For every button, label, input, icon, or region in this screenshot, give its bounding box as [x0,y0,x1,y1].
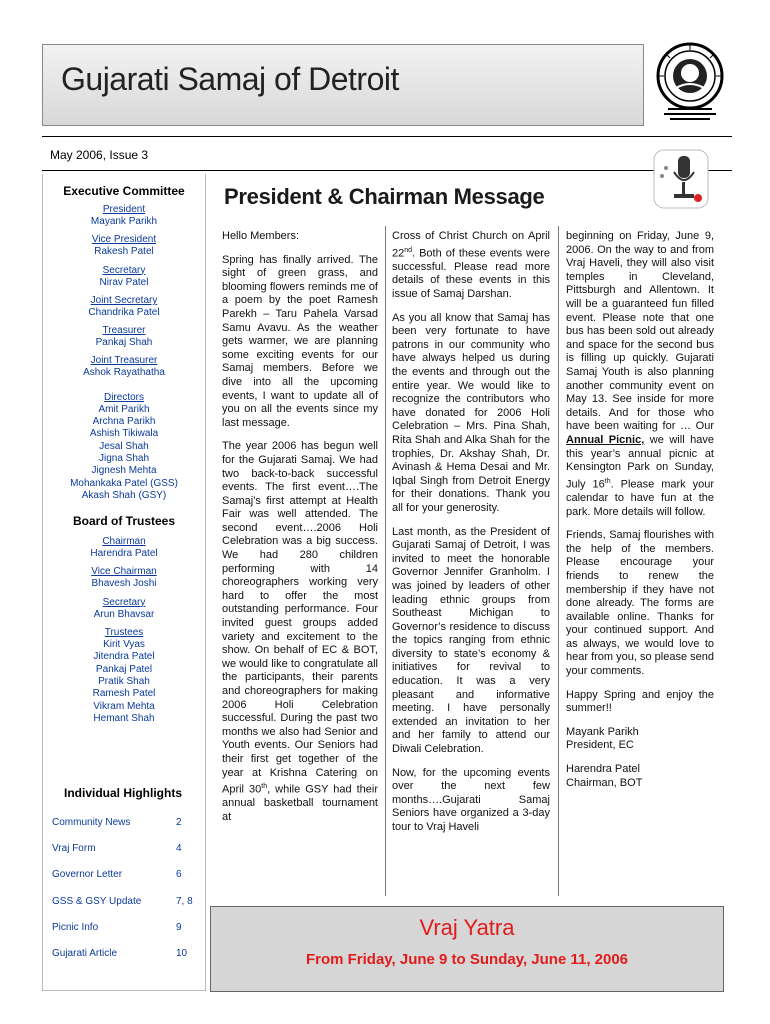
member-name: Archna Parikh [92,416,156,428]
member-name: Jigna Shah [98,452,150,464]
member-name: Ashish Tikiwala [89,428,159,440]
superscript: th [604,477,611,485]
paragraph: As you all know that Samaj has been very fortunate to have patrons in our community who have always helped us during the events and through out the entire year. We would like to recognize the contributors who have donated for 2006 Holi Celebration – Mrs. Pina Shah, Rita Shah and Alka Shah for the trophies, Dr. Akshay Shah, Dr. Avinash & Hema Desai and Mr. Iqbal Singh from Detroit Energy for their donations. Thank you all for your generosity. [392,311,550,514]
signature-title: Chairman, BOT [566,776,643,789]
highlight-community-news[interactable]: Community News [52,817,131,828]
text: . Please mark your calendar to have fun at the park. More details will follow. [566,478,715,518]
role-chairman: Chairman [102,536,146,548]
article-column-3 [566,230,714,790]
member-name: Bhavesh Joshi [91,578,157,590]
member-name: Jitendra Patel [93,651,155,663]
paragraph: Hello Members: [222,230,300,242]
vraj-yatra-banner [210,906,724,992]
masthead-title: Gujarati Samaj of Detroit [61,61,399,97]
paragraph: Last month, as the President of Gujarati Samaj of Detroit, I was invited to meet the honorable Governor Jennifer Granholm. I was joined by leaders of other leading ethnic groups from Southeast Michigan to Governor’s residence to discuss the topics ranging from ethnic diversity to state’s economy & initiatives for revival to education. It was a very pleasant and informative meeting. I have personally extended an invitation to her and her family to attend our Diwali Celebration. [392,525,550,756]
member-name: Ashok Rayathatha [83,367,165,379]
member-name: Amit Parikh [98,403,150,415]
highlight-page: 7, 8 [176,896,193,907]
role-treasurer: Treasurer [102,325,146,337]
text: we will have this year’s annual picnic at Kensington Park on Sunday, July 16 [566,433,715,491]
executive-committee-heading: Executive Committee [63,184,185,198]
paragraph [392,230,550,302]
superscript: th [261,783,268,791]
member-name: Kirit Vyas [103,639,145,651]
member-name: Pratik Shah [98,675,150,687]
role-vice-chairman: Vice Chairman [91,566,157,578]
microphone-icon [652,148,710,210]
signature-title: President, EC [566,739,634,752]
member-name: Mayank Parikh [90,216,158,227]
member-name: Pankaj Shah [95,337,153,349]
text: Cross of Christ Church on April 22 [392,230,550,260]
highlight-picnic-info[interactable]: Picnic Info [52,922,99,933]
text: . Both of these events were successful. Please read more details of these events in this issue of Samaj Darshan. [392,247,550,301]
article-title: President & Chairman Message [224,184,545,209]
highlight-page: 10 [176,948,188,959]
role-secretary: Secretary [102,264,146,276]
highlight-gujarati-article[interactable]: Gujarati Article [52,948,118,959]
role-secretary: Secretary [102,596,146,608]
member-name: Chandrika Patel [88,306,160,318]
executive-committee-list [43,204,205,502]
article-column-1 [222,230,378,825]
signature-name: Mayank Parikh [566,725,639,738]
samaj-seal-icon [648,40,732,124]
vraj-yatra-title: Vraj Yatra [419,915,515,940]
member-name: Ramesh Patel [92,688,156,700]
text: beginning on Friday, June 9, 2006. On the way to and from Vraj Haveli, they will also visit temples in Cleveland, Pittsburgh and Allentown. It will be a guaranteed fun filled event. Please note that one bus has been sold out already and space for the second bus is filling up quickly. Gujarati Samaj Youth is also planning another community event on May 13. See inside for more details. And for those who have been waiting for … Our [566,230,714,433]
column-divider [385,226,386,896]
highlight-page: 2 [176,817,182,828]
highlight-vraj-form[interactable]: Vraj Form [52,843,96,854]
article-column-2 [392,230,550,835]
masthead-rule [42,136,732,137]
board-of-trustees-heading: Board of Trustees [72,514,176,529]
superscript: nd [404,246,413,254]
highlight-gss-gsy-update[interactable]: GSS & GSY Update [52,896,142,907]
role-directors: Directors [103,391,144,403]
paragraph: Friends, Samaj flourishes with the help of the members. Please encourage your friends to renew the membership if they have not done already. The forms are available online. Thanks for your continued support. And as always, we would love to hear from you, so please send your comments. [566,529,714,678]
paragraph: Spring has finally arrived. The sight of green grass, and blooming flowers reminds me of a poem by the poet Ramesh Parekh – Taru Pahela Varsad Samu Avavu. As the weather gets warmer, we are planning some exciting events for our Samaj members. Before we dive into all the upcoming events, I want to update all of you on all the events since my last message. [222,253,378,429]
masthead [42,44,644,126]
member-name: Jesal Shah [99,440,149,452]
paragraph [222,440,378,824]
member-name: Vikram Mehta [93,700,155,712]
member-name: Arun Bhavsar [93,608,155,620]
issue-date: May 2006, Issue 3 [50,148,149,162]
board-of-trustees-list [43,536,205,725]
issue-rule [42,170,732,171]
highlights-heading: Individual Highlights [64,786,182,800]
role-trustees: Trustees [104,627,144,639]
role-vice-president: Vice President [91,234,157,246]
member-name: Mohankaka Patel (GSS) [70,477,178,489]
annual-picnic-link[interactable]: Annual Picnic, [566,433,645,446]
highlight-page: 6 [176,869,182,880]
member-name: Hemant Shah [93,712,155,724]
highlight-page: 9 [176,922,182,933]
text: , while GSY had their annual basketball tournament at [222,783,378,823]
paragraph [566,230,714,519]
text: The year 2006 has begun well for the Gujarati Samaj. We had two back-to-back successful events. The first event….The Samaj’s first attempt at Health Fair was well attended. The second event….2006 Holi Celebration was a big success. We had 280 children performing with 14 choreographers working very hard to offer the most outstanding performance. Four invited guest groups added variety and excitement to the show. On behalf of EC & BOT, we would like to congratulate all the participants, their parents and choreographers for making 2006 Holi Celebration successful. During the past two months we also had Senior and Youth events. Our Seniors had their first get together of the year at Krishna Catering on April 30 [222,440,378,796]
highlight-page: 4 [176,843,182,854]
member-name: Harendra Patel [90,548,158,560]
signature-name: Harendra Patel [566,763,640,776]
highlight-governor-letter[interactable]: Governor Letter [52,869,123,880]
column-divider [558,226,559,896]
role-joint-secretary: Joint Secretary [90,294,158,306]
member-name: Pankaj Patel [95,663,153,675]
paragraph: Happy Spring and enjoy the summer!! [566,688,714,715]
role-president: President [102,204,146,215]
member-name: Nirav Patel [99,276,149,288]
role-joint-treasurer: Joint Treasurer [90,355,158,367]
vraj-yatra-dates: From Friday, June 9 to Sunday, June 11, 2006 [305,951,629,968]
member-name: Jignesh Mehta [91,465,157,477]
member-name: Akash Shah (GSY) [81,489,167,501]
paragraph: Now, for the upcoming events over the next few months….Gujarati Samaj Seniors have organized a 3-day tour to Vraj Haveli [392,766,550,833]
member-name: Rakesh Patel [94,246,154,258]
